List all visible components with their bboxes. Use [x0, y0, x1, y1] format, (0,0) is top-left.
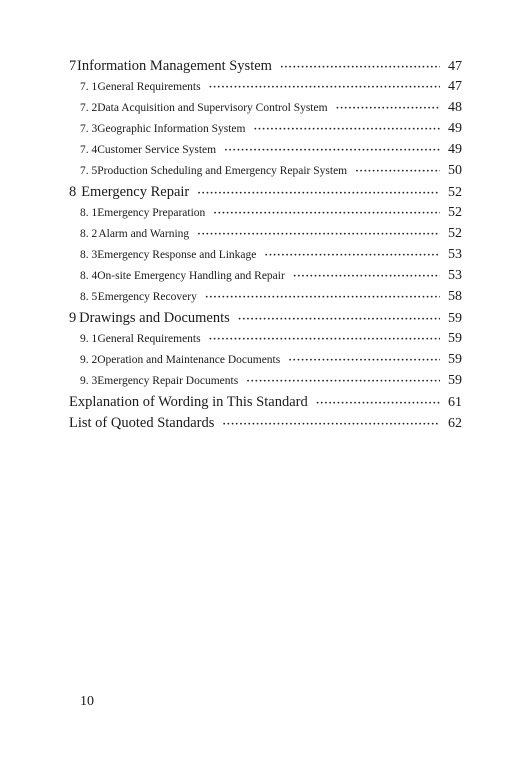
toc-entry[interactable] [69, 352, 462, 373]
toc-entry-number: 9. 1 [80, 333, 98, 345]
toc-entry-number: 9. 2 [80, 354, 98, 366]
toc-entry[interactable] [69, 373, 462, 394]
toc-entry[interactable] [69, 58, 462, 79]
toc-entry-page: 52 [448, 226, 462, 241]
toc-entry[interactable] [69, 79, 462, 100]
toc-entry-title: Alarm and Warning [98, 228, 190, 240]
toc-entry-number: 9. 3 [80, 375, 98, 387]
toc-entry-title: Emergency Recovery [97, 291, 197, 303]
toc-entry-number: 8 [69, 184, 77, 200]
dot-leader [355, 165, 440, 177]
toc-entry-title: On-site Emergency Handling and Repair [97, 270, 285, 282]
dot-leader [316, 394, 440, 411]
toc-entry-page: 59 [448, 373, 462, 388]
toc-entry-title: General Requirements [97, 333, 201, 345]
toc-entry[interactable] [69, 184, 462, 205]
toc-entry-number: 8. 3 [80, 249, 98, 261]
dot-leader [209, 81, 440, 93]
toc-entry-number: 9 [69, 310, 77, 326]
toc-entry-title: Emergency Response and Linkage [97, 249, 257, 261]
dot-leader [238, 310, 440, 327]
toc-entry-title: Operation and Maintenance Documents [97, 354, 281, 366]
dot-leader [213, 207, 440, 219]
toc-entry-page: 53 [448, 247, 462, 262]
toc-entry-page: 53 [448, 268, 462, 283]
dot-leader [253, 123, 440, 135]
toc-entry-title: Production Scheduling and Emergency Repair System [97, 165, 348, 177]
toc-entry[interactable] [69, 331, 462, 352]
toc-entry-page: 59 [448, 311, 462, 326]
toc-entry-page: 47 [448, 79, 462, 94]
toc-entry-page: 49 [448, 121, 462, 136]
toc-entry[interactable] [69, 205, 462, 226]
dot-leader [336, 102, 440, 114]
toc-entry-page: 47 [448, 59, 462, 74]
toc-entry-number: 7 [69, 58, 77, 74]
toc-entry-title: Emergency Repair [81, 184, 190, 200]
toc-entry-number: 8. 5 [80, 291, 98, 303]
dot-leader [280, 58, 440, 75]
toc-entry[interactable] [69, 310, 462, 331]
toc-entry-title: Information Management System [77, 58, 272, 74]
toc-entry-title: List of Quoted Standards [69, 415, 215, 431]
toc-entry-page: 61 [448, 395, 462, 410]
toc-entry-title: Geographic Information System [97, 123, 246, 135]
dot-leader [224, 144, 440, 156]
page-number: 10 [80, 694, 94, 709]
toc-entry-page: 62 [448, 416, 462, 431]
dot-leader [197, 228, 440, 240]
toc-entry-title: Emergency Preparation [97, 207, 206, 219]
toc-entry-title: Emergency Repair Documents [97, 375, 239, 387]
dot-leader [197, 184, 440, 201]
toc-entry[interactable] [69, 142, 462, 163]
toc-entry-title: Drawings and Documents [79, 310, 230, 326]
toc-entry-page: 59 [448, 352, 462, 367]
toc-entry-page: 50 [448, 163, 462, 178]
toc-entry-number: 7. 4 [80, 144, 98, 156]
toc-entry-title: General Requirements [97, 81, 201, 93]
toc-entry-number: 7. 2 [80, 102, 98, 114]
toc-entry-page: 52 [448, 185, 462, 200]
toc-entry-page: 49 [448, 142, 462, 157]
dot-leader [246, 375, 440, 387]
toc-entry-number: 7. 1 [80, 81, 98, 93]
toc-entry-page: 58 [448, 289, 462, 304]
toc-entry[interactable] [69, 247, 462, 268]
toc-entry-number: 8. 4 [80, 270, 98, 282]
toc-entry[interactable] [69, 394, 462, 415]
dot-leader [288, 354, 440, 366]
toc-entry-title: Explanation of Wording in This Standard [69, 394, 308, 410]
toc-entry-number: 7. 5 [80, 165, 98, 177]
toc-entry[interactable] [69, 100, 462, 121]
toc-entry[interactable] [69, 289, 462, 310]
toc-entry[interactable] [69, 268, 462, 289]
toc-entry[interactable] [69, 121, 462, 142]
toc-entry[interactable] [69, 415, 462, 436]
toc-entry-number: 7. 3 [80, 123, 98, 135]
table-of-contents [69, 58, 462, 436]
toc-entry[interactable] [69, 226, 462, 247]
toc-entry-number: 8. 2 [80, 228, 98, 240]
toc-entry-page: 48 [448, 100, 462, 115]
toc-entry-title: Data Acquisition and Supervisory Control System [97, 102, 328, 114]
dot-leader [264, 249, 440, 261]
toc-entry-page: 52 [448, 205, 462, 220]
dot-leader [293, 270, 440, 282]
toc-entry[interactable] [69, 163, 462, 184]
dot-leader [205, 291, 440, 303]
toc-entry-number: 8. 1 [80, 207, 98, 219]
toc-entry-title: Customer Service System [97, 144, 217, 156]
dot-leader [222, 415, 440, 432]
toc-entry-page: 59 [448, 331, 462, 346]
dot-leader [209, 333, 440, 345]
